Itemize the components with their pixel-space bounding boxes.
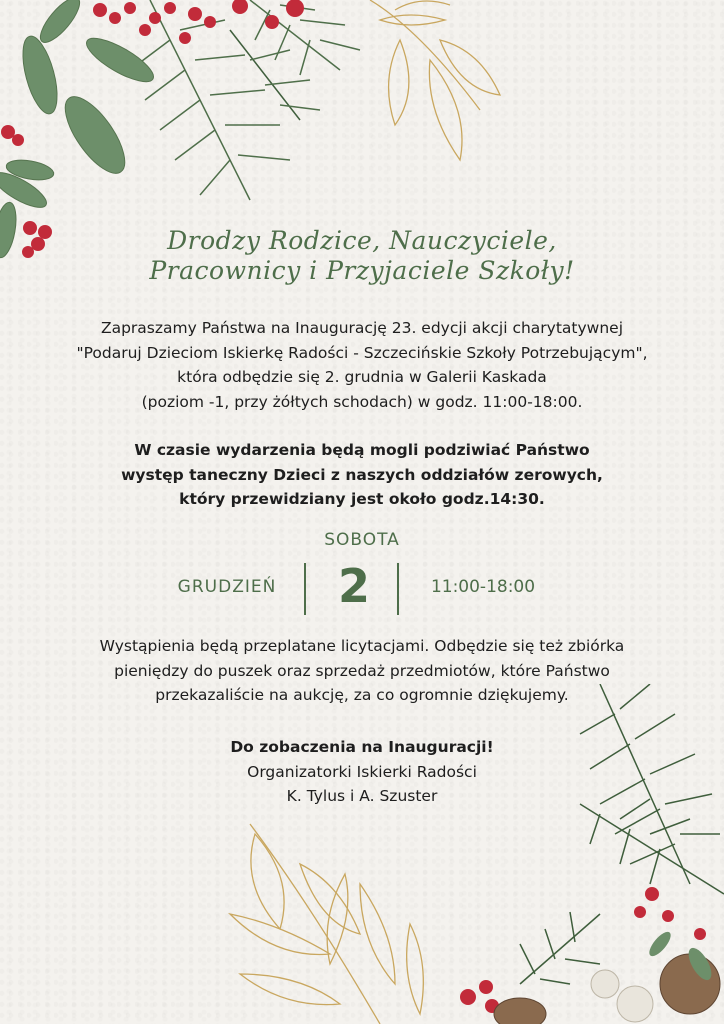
invitation-line: "Podaruj Dzieciom Iskierkę Radości - Szczecińskie Szkoły Potrzebującym", bbox=[76, 343, 648, 362]
invitation-line: która odbędzie się 2. grudnia w Galerii Kaskada bbox=[177, 368, 547, 386]
event-month: GRUDZIEŃ bbox=[177, 577, 277, 597]
date-divider-right bbox=[397, 563, 399, 615]
closing-farewell: Do zobaczenia na Inauguracji! bbox=[230, 738, 494, 756]
details-line: Wystąpienia będą przeplatane licytacjami. Odbędzie się też zbiórka bbox=[99, 637, 625, 655]
invitation-line: Zapraszamy Państwa na Inaugurację 23. edycji akcji charytatywnej bbox=[100, 319, 624, 337]
invitation-paragraph bbox=[40, 316, 684, 414]
greeting-line-1: Drodzy Rodzice, Nauczyciele, bbox=[167, 226, 557, 255]
greeting-line-2: Pracownicy i Przyjaciele Szkoły! bbox=[149, 256, 575, 285]
event-time: 11:00-18:00 bbox=[430, 577, 536, 597]
invitation-line: (poziom -1, przy żółtych schodach) w godz. 11:00-18:00. bbox=[141, 392, 583, 411]
highlight-line: W czasie wydarzenia będą mogli podziwiać Państwo bbox=[134, 441, 590, 459]
details-line: pieniędzy do puszek oraz sprzedaż przedmiotów, które Państwo bbox=[114, 661, 610, 680]
highlight-paragraph bbox=[40, 438, 684, 512]
event-day-number: 2 bbox=[337, 559, 370, 613]
highlight-line: który przewidziany jest około godz.14:30. bbox=[179, 490, 545, 508]
closing-names: K. Tylus i A. Szuster bbox=[286, 787, 438, 805]
closing-organizers: Organizatorki Iskierki Radości bbox=[247, 762, 477, 781]
date-divider-left bbox=[304, 563, 306, 615]
details-line: przekazaliście na aukcję, za co ogromnie dziękujemy. bbox=[155, 686, 569, 704]
event-weekday: SOBOTA bbox=[324, 530, 400, 550]
details-paragraph bbox=[40, 634, 684, 708]
closing-block bbox=[40, 735, 684, 809]
highlight-line: występ taneczny Dzieci z naszych oddziałów zerowych, bbox=[121, 465, 603, 484]
